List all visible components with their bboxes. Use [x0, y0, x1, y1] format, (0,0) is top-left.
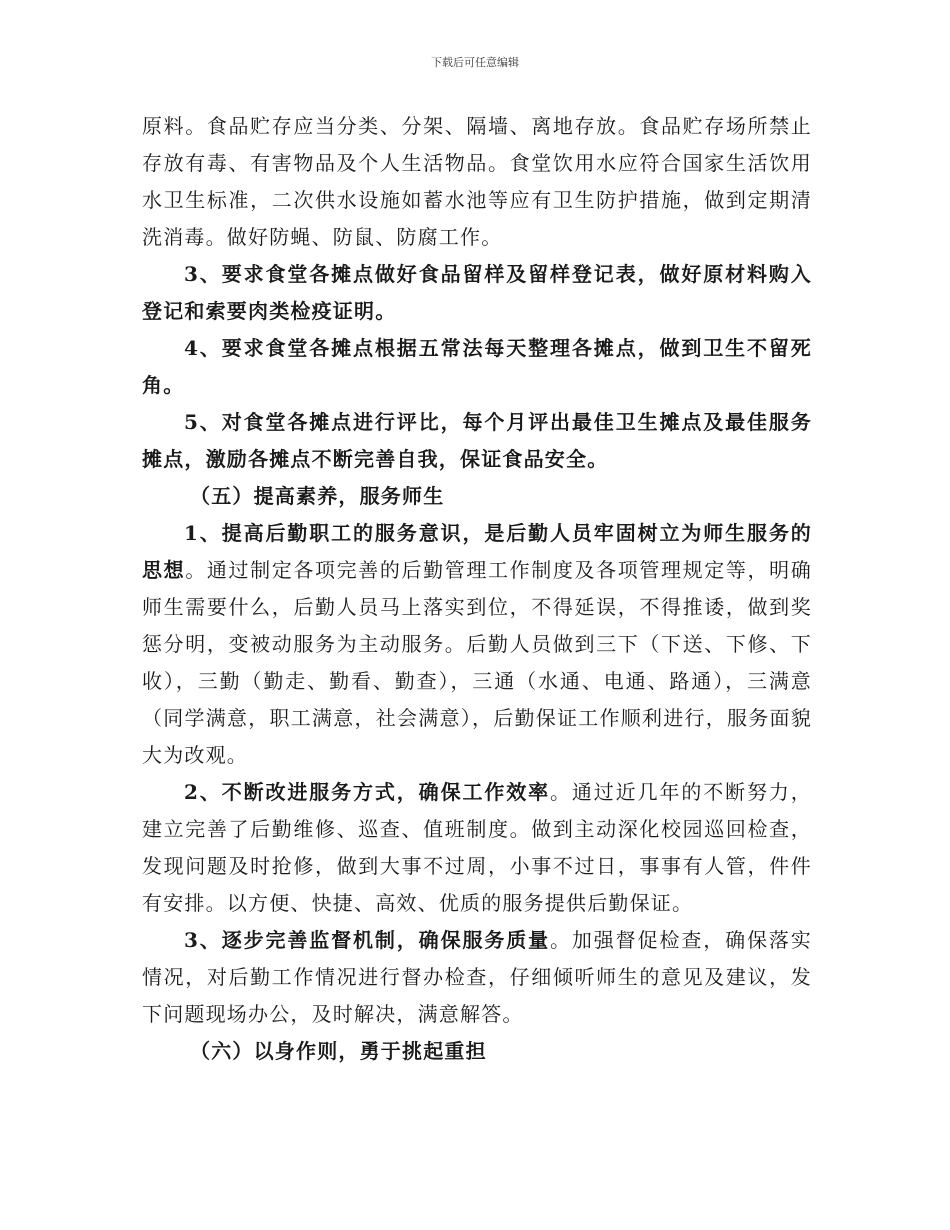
paragraph-rest: 。通过近几年的不断努力，建立完善了后勤维修、巡查、值班制度。做到主动深化校园巡回检查，发现问题及时抢修，做到大事不过周，小事不过日，事事有人管，件件有安排。以方便、快捷、高效、优质的服务提供后勤保证。 [142, 780, 812, 915]
paragraph-service-method [142, 774, 812, 922]
paragraph-lead-bold: 3、逐步完善监督机制，确保服务质量 [184, 928, 551, 952]
paragraph-rest: 。通过制定各项完善的后勤管理工作制度及各项管理规定等，明确师生需要什么，后勤人员马上落实到位，不得延误，不得推诿，做到奖惩分明，变被动服务为主动服务。后勤人员做到三下（下送、下修、下收），三勤（勤走、勤看、勤查），三通（水通、电通、路通），三满意（同学满意，职工满意，社会满意），后勤保证工作顺利进行，服务面貌大为改观。 [142, 558, 812, 767]
paragraph-item-4: 4、要求食堂各摊点根据五常法每天整理各摊点，做到卫生不留死角。 [142, 336, 812, 397]
paragraph-item-3: 3、要求食堂各摊点做好食品留样及留样登记表，做好原材料购入登记和索要肉类检疫证明。 [142, 262, 812, 323]
section-heading-5: （五）提高素养，服务师生 [190, 484, 445, 508]
document-body [142, 108, 812, 1070]
paragraph-rest: 。加强督促检查，确保落实情况，对后勤工作情况进行督办检查，仔细倾听师生的意见及建议，发下问题现场办公，及时解决，满意解答。 [142, 928, 812, 1026]
section-heading-6: （六）以身作则，勇于挑起重担 [190, 1039, 487, 1063]
paragraph-lead-bold: 2、不断改进服务方式，确保工作效率 [184, 780, 551, 804]
paragraph-item-5: 5、对食堂各摊点进行评比，每个月评出最佳卫生摊点及最佳服务摊点，激励各摊点不断完善自我，保证食品安全。 [142, 410, 812, 471]
paragraph-lead-bold: 1、提高后勤职工的服务意识，是后勤人员牢固树立为师生服务的思想 [142, 521, 812, 582]
paragraph-supervision [142, 922, 812, 1033]
page-header: 下载后可任意编辑 [431, 56, 519, 69]
paragraph-storage: 原料。食品贮存应当分类、分架、隔墙、离地存放。食品贮存场所禁止存放有毒、有害物品及个人生活物品。食堂饮用水应符合国家生活饮用水卫生标准，二次供水设施如蓄水池等应有卫生防护措施，做到定期清洗消毒。做好防蝇、防鼠、防腐工作。 [142, 114, 812, 249]
paragraph-service-awareness [142, 515, 812, 774]
